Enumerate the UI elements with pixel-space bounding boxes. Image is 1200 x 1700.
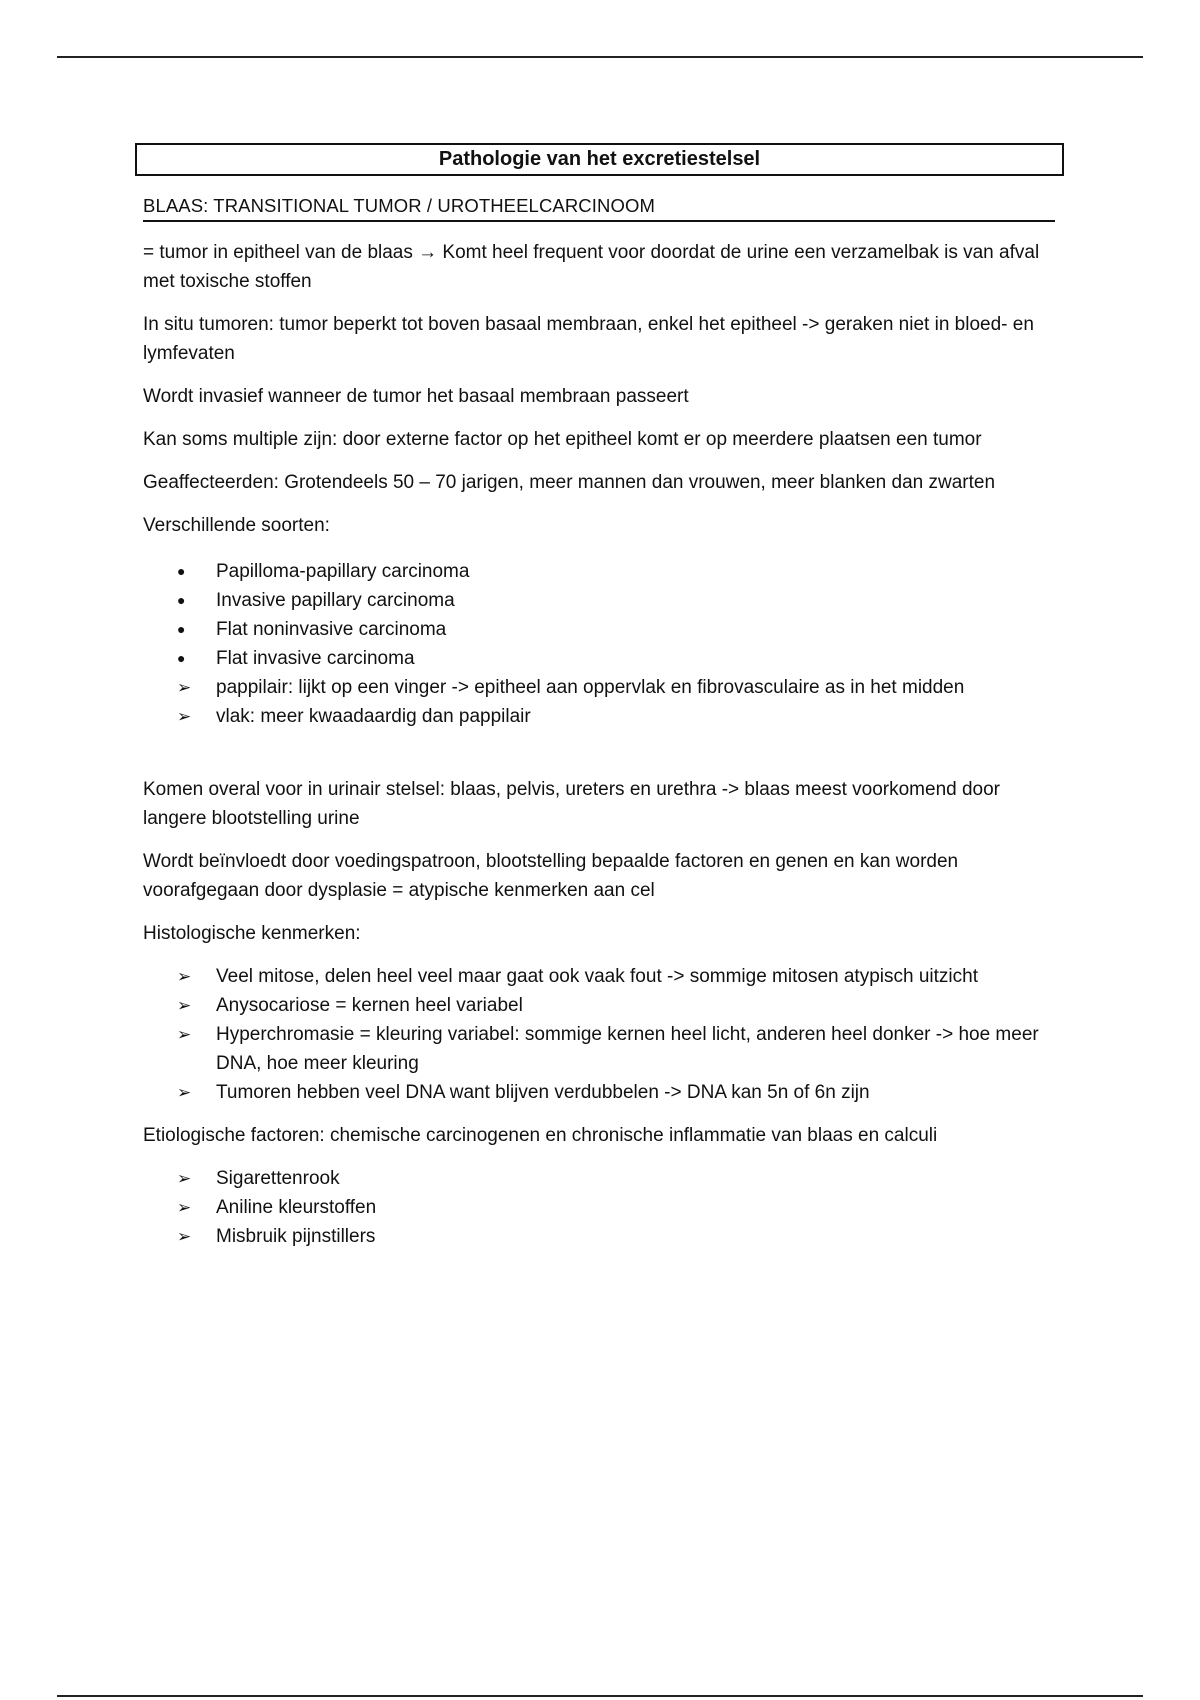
- list-item: [143, 586, 1055, 615]
- list-item: [143, 557, 1055, 586]
- section-heading: BLAAS: TRANSITIONAL TUMOR / UROTHEELCARCINOOM: [143, 195, 1055, 222]
- paragraph: Kan soms multiple zijn: door externe factor op het epitheel komt er op meerdere plaatsen een tumor: [143, 429, 982, 450]
- list-item-text: vlak: meer kwaadaardig dan pappilair: [216, 706, 531, 727]
- list-item-text: pappilair: lijkt op een vinger -> epitheel aan oppervlak en fibrovasculaire as in het midden: [216, 677, 965, 698]
- document-body: [143, 143, 1055, 1251]
- histologie-list: [143, 962, 1055, 1107]
- list-item: [143, 615, 1055, 644]
- arrow-bullet-icon: ➢: [177, 1025, 192, 1044]
- list-item-text: Anysocariose = kernen heel variabel: [216, 995, 523, 1016]
- list-item: [143, 702, 1055, 731]
- bullet-icon: ●: [177, 563, 186, 579]
- bullet-icon: ●: [177, 650, 186, 666]
- paragraph: = tumor in epitheel van de blaas → Komt heel frequent voor doordat de urine een verzamelbak is van afval met toxische stoffen: [143, 242, 1040, 292]
- arrow-bullet-icon: ➢: [177, 707, 192, 726]
- list-item: [143, 673, 1055, 702]
- paragraph: In situ tumoren: tumor beperkt tot boven basaal membraan, enkel het epitheel -> geraken niet in bloed- en lymfevaten: [143, 314, 1034, 364]
- document-title: Pathologie van het excretiestelsel: [135, 143, 1064, 176]
- arrow-bullet-icon: ➢: [177, 1169, 192, 1188]
- arrow-bullet-icon: ➢: [177, 1227, 192, 1246]
- arrow-bullet-icon: ➢: [177, 967, 192, 986]
- header-rule: [57, 56, 1143, 58]
- list-item-text: Hyperchromasie = kleuring variabel: sommige kernen heel licht, anderen heel donker -> hoe meer DNA, hoe meer kleuring: [216, 1024, 1039, 1074]
- arrow-bullet-icon: ➢: [177, 996, 192, 1015]
- list-item: [143, 644, 1055, 673]
- etiologie-list: [143, 1164, 1055, 1251]
- list-item: [143, 1193, 1055, 1222]
- paragraph: Verschillende soorten:: [143, 515, 330, 536]
- list-item-text: Flat invasive carcinoma: [216, 648, 415, 669]
- paragraph: Komen overal voor in urinair stelsel: blaas, pelvis, ureters en urethra -> blaas meest voorkomend door langere blootstelling urine: [143, 779, 1001, 829]
- list-item: [143, 1020, 1055, 1078]
- list-item: [143, 1222, 1055, 1251]
- soorten-list: [143, 557, 1055, 731]
- arrow-bullet-icon: ➢: [177, 1198, 192, 1217]
- arrow-bullet-icon: ➢: [177, 1083, 192, 1102]
- list-item: [143, 1078, 1055, 1107]
- list-item-text: Flat noninvasive carcinoma: [216, 619, 447, 640]
- paragraph: Geaffecteerden: Grotendeels 50 – 70 jarigen, meer mannen dan vrouwen, meer blanken dan zwarten: [143, 472, 996, 493]
- footer-rule: [57, 1695, 1143, 1697]
- blank-line: [143, 731, 1055, 775]
- arrow-bullet-icon: ➢: [177, 678, 192, 697]
- paragraph: Etiologische factoren: chemische carcinogenen en chronische inflammatie van blaas en calculi: [143, 1125, 938, 1146]
- list-item: [143, 991, 1055, 1020]
- list-item-text: Invasive papillary carcinoma: [216, 590, 455, 611]
- list-item-text: Sigarettenrook: [216, 1168, 340, 1189]
- list-item: [143, 962, 1055, 991]
- bullet-icon: ●: [177, 592, 186, 608]
- paragraph: Wordt beïnvloedt door voedingspatroon, blootstelling bepaalde factoren en genen en kan worden voorafgegaan door dysplasie = atypische kenmerken aan cel: [143, 851, 959, 901]
- list-item-text: Papilloma-papillary carcinoma: [216, 561, 470, 582]
- list-item-text: Aniline kleurstoffen: [216, 1197, 377, 1218]
- paragraph: Wordt invasief wanneer de tumor het basaal membraan passeert: [143, 386, 689, 407]
- list-item: [143, 1164, 1055, 1193]
- list-item-text: Misbruik pijnstillers: [216, 1226, 376, 1247]
- list-item-text: Tumoren hebben veel DNA want blijven verdubbelen -> DNA kan 5n of 6n zijn: [216, 1082, 870, 1103]
- list-item-text: Veel mitose, delen heel veel maar gaat ook vaak fout -> sommige mitosen atypisch uitzicht: [216, 966, 978, 987]
- bullet-icon: ●: [177, 621, 186, 637]
- paragraph: Histologische kenmerken:: [143, 923, 361, 944]
